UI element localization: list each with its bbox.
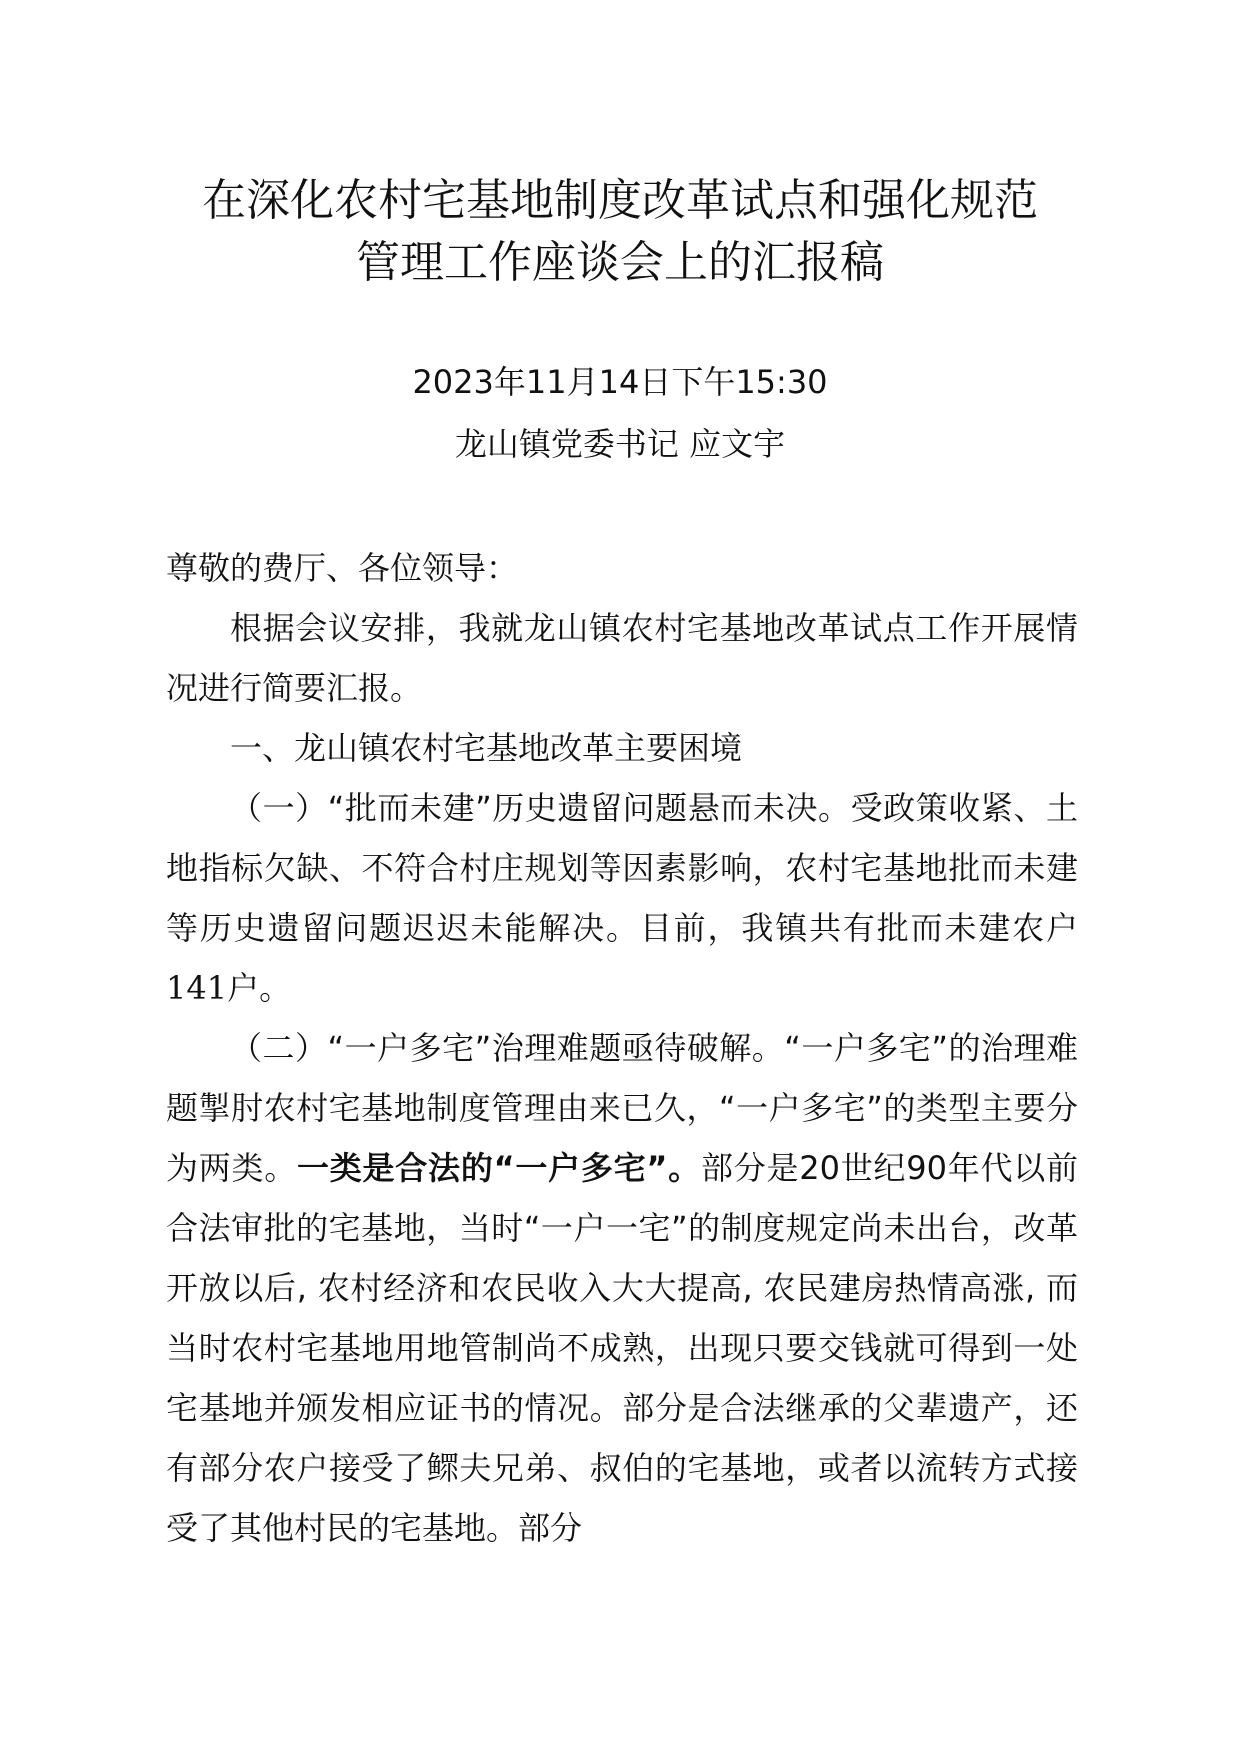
title-line-2: 管理工作座谈会上的汇报稿 — [356, 237, 884, 288]
intro-paragraph: 根据会议安排，我就龙山镇农村宅基地改革试点工作开展情况进行简要汇报。 — [166, 609, 1078, 707]
title-line-1: 在深化农村宅基地制度改革试点和强化规范 — [202, 175, 1038, 226]
document-date: 2023年11月14日下午15:30 — [412, 363, 828, 401]
paragraph-1-text-b: 户。 — [227, 969, 292, 1007]
paragraph-2-text-b: 部分是20世纪90年代以前合法审批的宅基地，当时“一户一宅”的制度规定尚未出台，改革开放以后, 农村经济和农民收入大大提高, 农民建房热情高涨, 而当时农村宅基地用地管制尚不成熟，出现只要交钱就可得到一处宅基地并颁发相应证书的情况。部分是合法继承的父辈遗产，还有部分农户接受了鳏夫兄弟、叔伯的宅基地，或者以流转方式接受了其他村民的宅基地。部分 — [166, 1149, 1078, 1547]
household-count: 141 — [166, 969, 228, 1007]
section-heading: 一、龙山镇农村宅基地改革主要困境 — [230, 729, 743, 767]
paragraph-1-text-a: （一）“批而未建”历史遗留问题悬而未决。受政策收紧、土地指标欠缺、不符合村庄规划等因素影响，农村宅基地批而未建等历史遗留问题迟迟未能解决。目前，我镇共有批而未建农户 — [166, 789, 1078, 947]
document-author: 龙山镇党委书记 应文宇 — [454, 425, 786, 463]
greeting: 尊敬的费厅、各位领导： — [166, 549, 519, 587]
document-title — [100, 170, 1140, 294]
paragraph-1 — [166, 778, 1078, 1018]
paragraph-2-bold: 一类是合法的“一户多宅”。 — [297, 1149, 701, 1187]
document-body — [166, 538, 1078, 1558]
paragraph-2-text-a: （二）“一户多宅”治理难题亟待破解。“一户多宅”的治理难题掣肘农村宅基地制度管理由来已久，“一户多宅”的类型主要分为两类。 — [166, 1029, 1078, 1187]
paragraph-2 — [166, 1018, 1078, 1558]
